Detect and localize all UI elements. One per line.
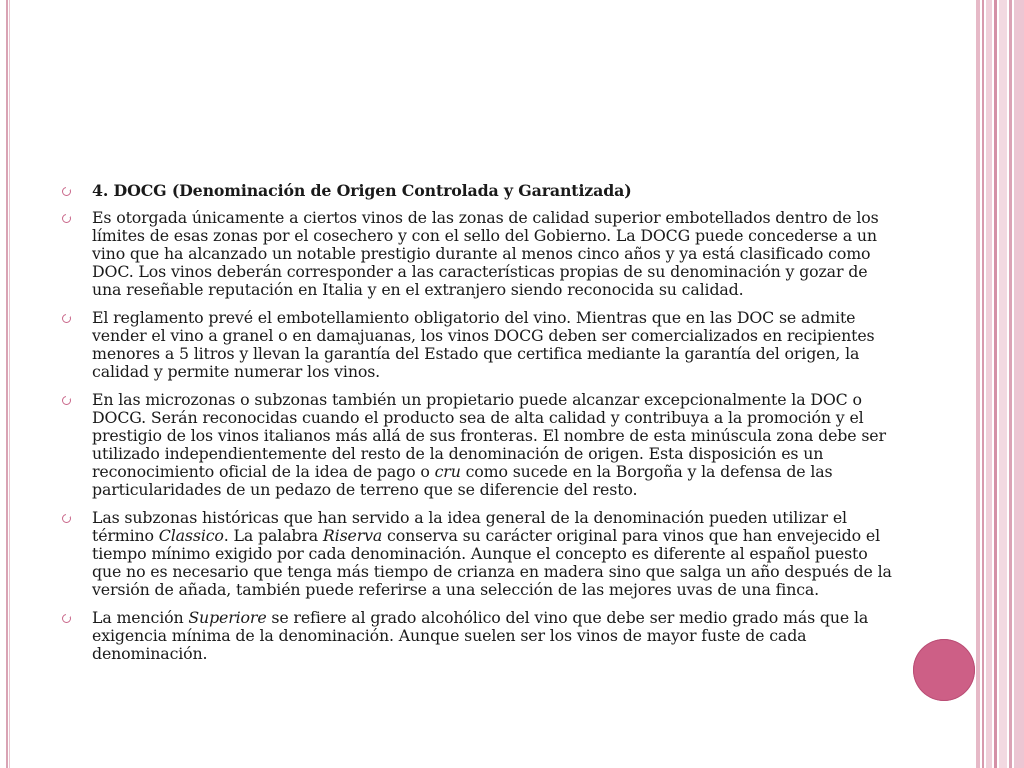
bullet-ring-icon	[62, 187, 71, 196]
slide-content	[62, 182, 892, 673]
list-item	[62, 609, 892, 663]
italic-term: Superiore	[188, 608, 267, 627]
list-item-title	[62, 182, 892, 200]
list-item	[62, 391, 892, 499]
paragraph-text: Las subzonas históricas que han servido a la idea general de la denominación pueden utilizar el término	[92, 508, 847, 545]
italic-term: cru	[434, 462, 461, 481]
bullet-ring-icon	[62, 396, 71, 405]
bullet-ring-icon	[62, 214, 71, 223]
paragraph-text: La mención	[92, 608, 189, 627]
right-stripe	[982, 0, 984, 768]
bullet-ring-icon	[62, 314, 71, 323]
right-stripe	[994, 0, 997, 768]
bullet-ring-icon	[62, 614, 71, 623]
paragraph-text: . La palabra	[223, 526, 323, 545]
italic-term: Classico	[158, 526, 224, 545]
paragraph-text: En las microzonas o subzonas también un propietario puede alcanzar excepcionalmente la DOC o DOCG. Serán reconocidas cuando el producto sea de alta calidad y contribuya a la promoción y el prestigio de los vinos italianos más allá de sus fronteras. El nombre de esta minúscula zona debe ser utilizado independientemente del resto de la denominación de origen. Esta disposición es un reconocimiento oficial de la idea de pago o	[92, 390, 886, 481]
italic-term: Riserva	[322, 526, 383, 545]
slide-heading: 4. DOCG (Denominación de Origen Controlada y Garantizada)	[92, 181, 632, 200]
paragraph-text: se refiere al grado alcohólico del vino que debe ser medio grado más que la exigencia mínima de la denominación. Aunque suelen ser los vinos de mayor fuste de cada denominación.	[92, 608, 869, 663]
right-stripe	[976, 0, 980, 768]
paragraph-text: conserva su carácter original para vinos que han envejecido el tiempo mínimo exigido por cada denominación. Aunque el concepto es diferente al español puesto que no es necesario que tenga más tiempo de crianza en madera sino que salga un año después de la versión de añada, también puede referirse a una selección de las mejores uvas de una finca.	[92, 526, 892, 599]
right-stripe	[986, 0, 992, 768]
left-frame-line	[6, 0, 8, 768]
bullet-list	[62, 182, 892, 663]
list-item	[62, 509, 892, 599]
bullet-ring-icon	[62, 514, 71, 523]
right-stripe	[1009, 0, 1012, 768]
decorative-circle	[913, 639, 975, 701]
list-item	[62, 209, 892, 299]
right-stripe	[1014, 0, 1024, 768]
left-frame-line-inner	[9, 0, 10, 768]
right-stripe	[999, 0, 1007, 768]
paragraph-text: El reglamento prevé el embotellamiento obligatorio del vino. Mientras que en las DOC se admite vender el vino a granel o en damajuanas, los vinos DOCG deben ser comercializados en recipientes menores a 5 litros y llevan la garantía del Estado que certifica mediante la garantía del origen, la calidad y permite numerar los vinos.	[92, 308, 875, 381]
paragraph-text: como sucede en la Borgoña y la defensa de las particularidades de un pedazo de terreno que se diferencie del resto.	[92, 462, 833, 499]
paragraph-text: Es otorgada únicamente a ciertos vinos de las zonas de calidad superior embotellados dentro de los límites de esas zonas por el cosechero y con el sello del Gobierno. La DOCG puede concederse a un vino que ha alcanzado un notable prestigio durante al menos cinco años y ya está clasificado como DOC. Los vinos deberán corresponder a las características propias de su denominación y gozar de una reseñable reputación en Italia y en el extranjero siendo reconocida su calidad.	[92, 208, 879, 299]
list-item	[62, 309, 892, 381]
